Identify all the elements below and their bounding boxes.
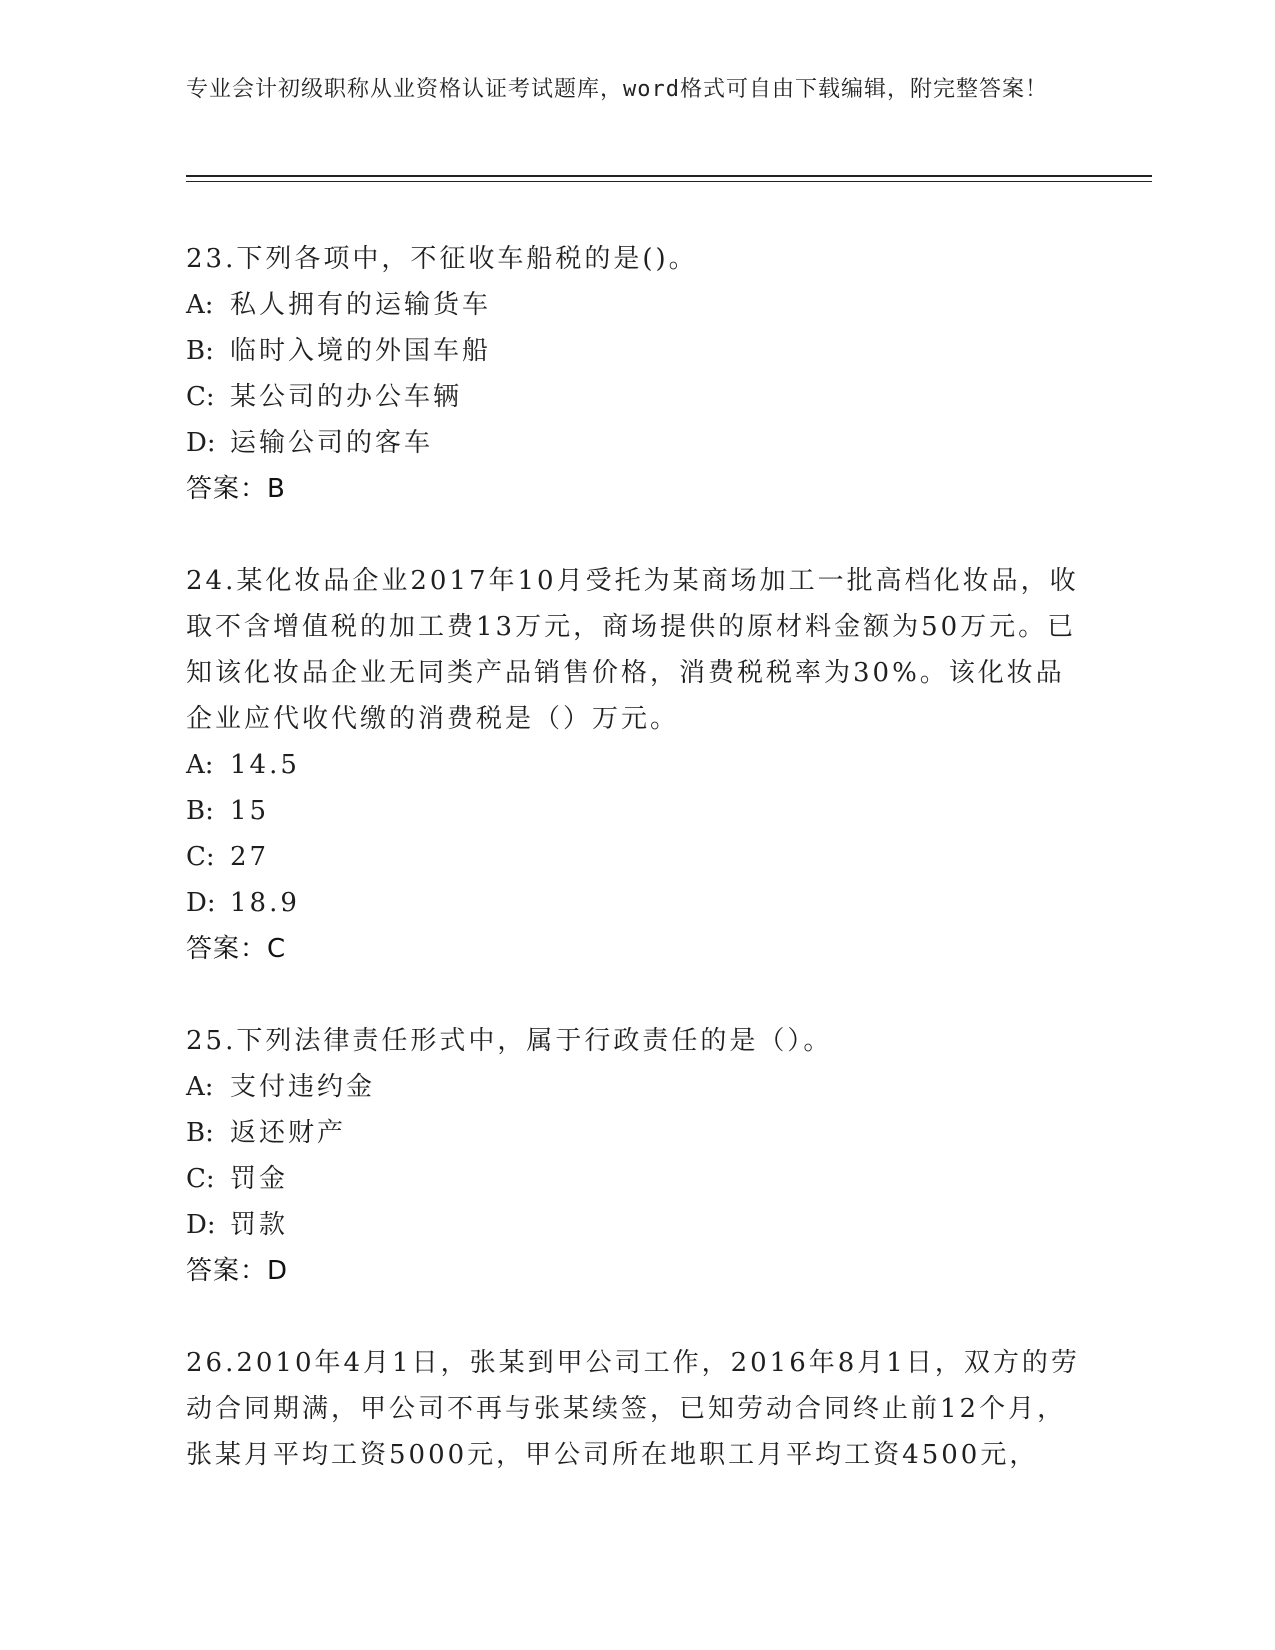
option-c xyxy=(186,834,1086,880)
answer-value: C xyxy=(267,934,286,964)
option-text: 运输公司的客车 xyxy=(230,428,434,458)
option-label: D: xyxy=(186,1210,216,1240)
answer-label: 答案： xyxy=(186,474,268,504)
question-23 xyxy=(186,236,1086,512)
question-24 xyxy=(186,558,1086,972)
option-a xyxy=(186,282,1086,328)
answer-value: B xyxy=(267,474,285,504)
answer-line xyxy=(186,1248,1086,1294)
question-stem: 24.某化妆品企业2017年10月受托为某商场加工一批高档化妆品，收取不含增值税的加工费13万元，商场提供的原材料金额为50万元。已知该化妆品企业无同类产品销售价格，消费税税率为30%。该化妆品企业应代收代缴的消费税是（）万元。 xyxy=(186,566,1079,734)
option-text: 支付违约金 xyxy=(230,1072,376,1102)
option-label: A: xyxy=(186,750,214,780)
answer-line xyxy=(186,926,1086,972)
option-text: 15 xyxy=(230,796,270,826)
option-b xyxy=(186,788,1086,834)
option-text: 私人拥有的运输货车 xyxy=(230,290,492,320)
document-header: 专业会计初级职称从业资格认证考试题库，word格式可自由下载编辑，附完整答案！ xyxy=(186,77,1048,102)
option-label: C: xyxy=(186,842,215,872)
option-label: B: xyxy=(186,336,214,366)
option-label: B: xyxy=(186,1118,214,1148)
option-text: 罚金 xyxy=(230,1164,289,1194)
option-label: D: xyxy=(186,428,216,458)
answer-label: 答案： xyxy=(186,1256,268,1286)
option-label: A: xyxy=(186,1072,214,1102)
option-text: 罚款 xyxy=(230,1210,289,1240)
option-label: B: xyxy=(186,796,214,826)
option-label: D: xyxy=(186,888,216,918)
option-a xyxy=(186,742,1086,788)
option-c xyxy=(186,1156,1086,1202)
option-text: 14.5 xyxy=(230,750,300,780)
question-26 xyxy=(186,1340,1086,1478)
header-divider xyxy=(186,175,1152,177)
answer-value: D xyxy=(267,1256,288,1286)
option-d xyxy=(186,1202,1086,1248)
option-text: 某公司的办公车辆 xyxy=(230,382,463,412)
option-label: C: xyxy=(186,1164,215,1194)
option-c xyxy=(186,374,1086,420)
question-stem: 23.下列各项中，不征收车船税的是()。 xyxy=(186,244,698,274)
option-text: 临时入境的外国车船 xyxy=(230,336,492,366)
question-25 xyxy=(186,1018,1086,1294)
option-d xyxy=(186,420,1086,466)
option-text: 18.9 xyxy=(230,888,300,918)
option-label: C: xyxy=(186,382,215,412)
option-b xyxy=(186,328,1086,374)
option-label: A: xyxy=(186,290,214,320)
question-list xyxy=(186,236,1086,1524)
option-b xyxy=(186,1110,1086,1156)
answer-label: 答案： xyxy=(186,934,268,964)
option-text: 返还财产 xyxy=(230,1118,347,1148)
question-stem: 25.下列法律责任形式中，属于行政责任的是（）。 xyxy=(186,1026,833,1056)
option-text: 27 xyxy=(230,842,270,872)
header-divider-thin xyxy=(186,181,1152,182)
option-a xyxy=(186,1064,1086,1110)
answer-line xyxy=(186,466,1086,512)
option-d xyxy=(186,880,1086,926)
question-stem: 26.2010年4月1日，张某到甲公司工作，2016年8月1日，双方的劳动合同期满，甲公司不再与张某续签，已知劳动合同终止前12个月，张某月平均工资5000元，甲公司所在地职工月平均工资4500元， xyxy=(186,1348,1080,1470)
